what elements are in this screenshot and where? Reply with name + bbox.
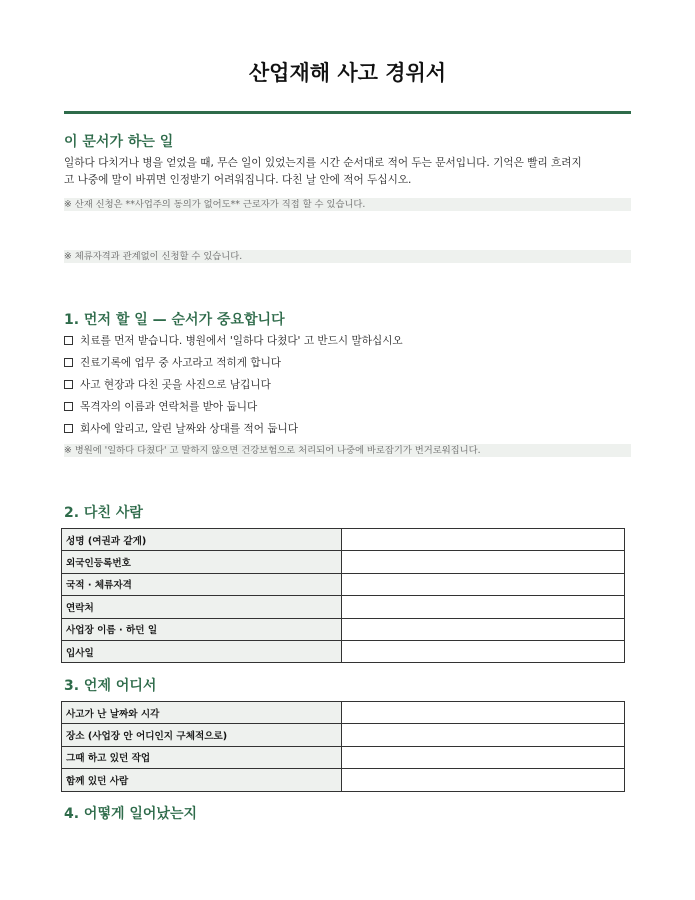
field-label: 연락처 bbox=[62, 596, 342, 618]
field-label: 입사일 bbox=[62, 640, 342, 662]
field-label: 사고가 난 날짜와 시각 bbox=[62, 702, 342, 724]
checkbox-icon[interactable] bbox=[64, 358, 73, 367]
field-label: 그때 하고 있던 작업 bbox=[62, 746, 342, 768]
table-row bbox=[62, 551, 625, 573]
section-intro-heading: 이 문서가 하는 일 bbox=[64, 134, 174, 150]
field-input[interactable] bbox=[342, 769, 625, 791]
field-input[interactable] bbox=[342, 551, 625, 573]
checklist-item[interactable] bbox=[64, 356, 281, 370]
table-row bbox=[62, 529, 625, 551]
field-label: 국적 · 체류자격 bbox=[62, 573, 342, 595]
section-3-heading: 3. 언제 어디서 bbox=[64, 678, 157, 694]
field-input[interactable] bbox=[342, 746, 625, 768]
section-1-note: ※ 병원에 '일하다 다쳤다' 고 말하지 않으면 건강보험으로 처리되어 나중에 바로잡기가 번거로워집니다. bbox=[64, 444, 631, 457]
intro-line-1: 일하다 다치거나 병을 얻었을 때, 무슨 일이 있었는지를 시간 순서대로 적어 두는 문서입니다. 기억은 빨리 흐려지 bbox=[64, 157, 582, 169]
checklist-item-label: 회사에 알리고, 알린 날짜와 상대를 적어 둡니다 bbox=[80, 423, 299, 435]
table-row bbox=[62, 769, 625, 791]
field-input[interactable] bbox=[342, 618, 625, 640]
injured-person-table bbox=[61, 528, 625, 663]
when-where-table bbox=[61, 701, 625, 792]
checklist-item[interactable] bbox=[64, 334, 403, 348]
intro-note-consent: ※ 산재 신청은 **사업주의 동의가 없어도** 근로자가 직접 할 수 있습니다. bbox=[64, 198, 631, 211]
table-row bbox=[62, 618, 625, 640]
field-label: 사업장 이름 · 하던 일 bbox=[62, 618, 342, 640]
field-input[interactable] bbox=[342, 724, 625, 746]
table-row bbox=[62, 596, 625, 618]
checklist-item-label: 치료를 먼저 받습니다. 병원에서 '일하다 다쳤다' 고 반드시 말하십시오 bbox=[80, 335, 403, 347]
checklist-item[interactable] bbox=[64, 378, 271, 392]
table-row bbox=[62, 746, 625, 768]
section-1-heading: 1. 먼저 할 일 — 순서가 중요합니다 bbox=[64, 312, 285, 328]
checkbox-icon[interactable] bbox=[64, 402, 73, 411]
field-input[interactable] bbox=[342, 529, 625, 551]
table-row bbox=[62, 573, 625, 595]
checkbox-icon[interactable] bbox=[64, 380, 73, 389]
checklist-item-label: 목격자의 이름과 연락처를 받아 둡니다 bbox=[80, 401, 258, 413]
checklist-item[interactable] bbox=[64, 400, 257, 414]
section-4-heading: 4. 어떻게 일어났는지 bbox=[64, 806, 197, 822]
field-input[interactable] bbox=[342, 573, 625, 595]
field-label: 성명 (여권과 같게) bbox=[62, 529, 342, 551]
title-divider bbox=[64, 111, 631, 114]
table-row bbox=[62, 640, 625, 662]
field-input[interactable] bbox=[342, 702, 625, 724]
checklist-item[interactable] bbox=[64, 422, 298, 436]
field-input[interactable] bbox=[342, 640, 625, 662]
checkbox-icon[interactable] bbox=[64, 424, 73, 433]
section-2-heading: 2. 다친 사람 bbox=[64, 505, 143, 521]
field-label: 장소 (사업장 안 어디인지 구체적으로) bbox=[62, 724, 342, 746]
intro-line-2: 고 나중에 말이 바뀌면 인정받기 어려워집니다. 다친 날 안에 적어 두십시오. bbox=[64, 174, 412, 186]
intro-paragraph bbox=[64, 155, 632, 189]
table-row bbox=[62, 702, 625, 724]
checkbox-icon[interactable] bbox=[64, 336, 73, 345]
document-title: 산업재해 사고 경위서 bbox=[248, 61, 447, 85]
field-label: 외국인등록번호 bbox=[62, 551, 342, 573]
checklist-item-label: 진료기록에 업무 중 사고라고 적히게 합니다 bbox=[80, 357, 282, 369]
table-row bbox=[62, 724, 625, 746]
intro-note-visa: ※ 체류자격과 관계없이 신청할 수 있습니다. bbox=[64, 250, 631, 263]
checklist-item-label: 사고 현장과 다친 곳을 사진으로 남깁니다 bbox=[80, 379, 271, 391]
field-label: 함께 있던 사람 bbox=[62, 769, 342, 791]
field-input[interactable] bbox=[342, 596, 625, 618]
